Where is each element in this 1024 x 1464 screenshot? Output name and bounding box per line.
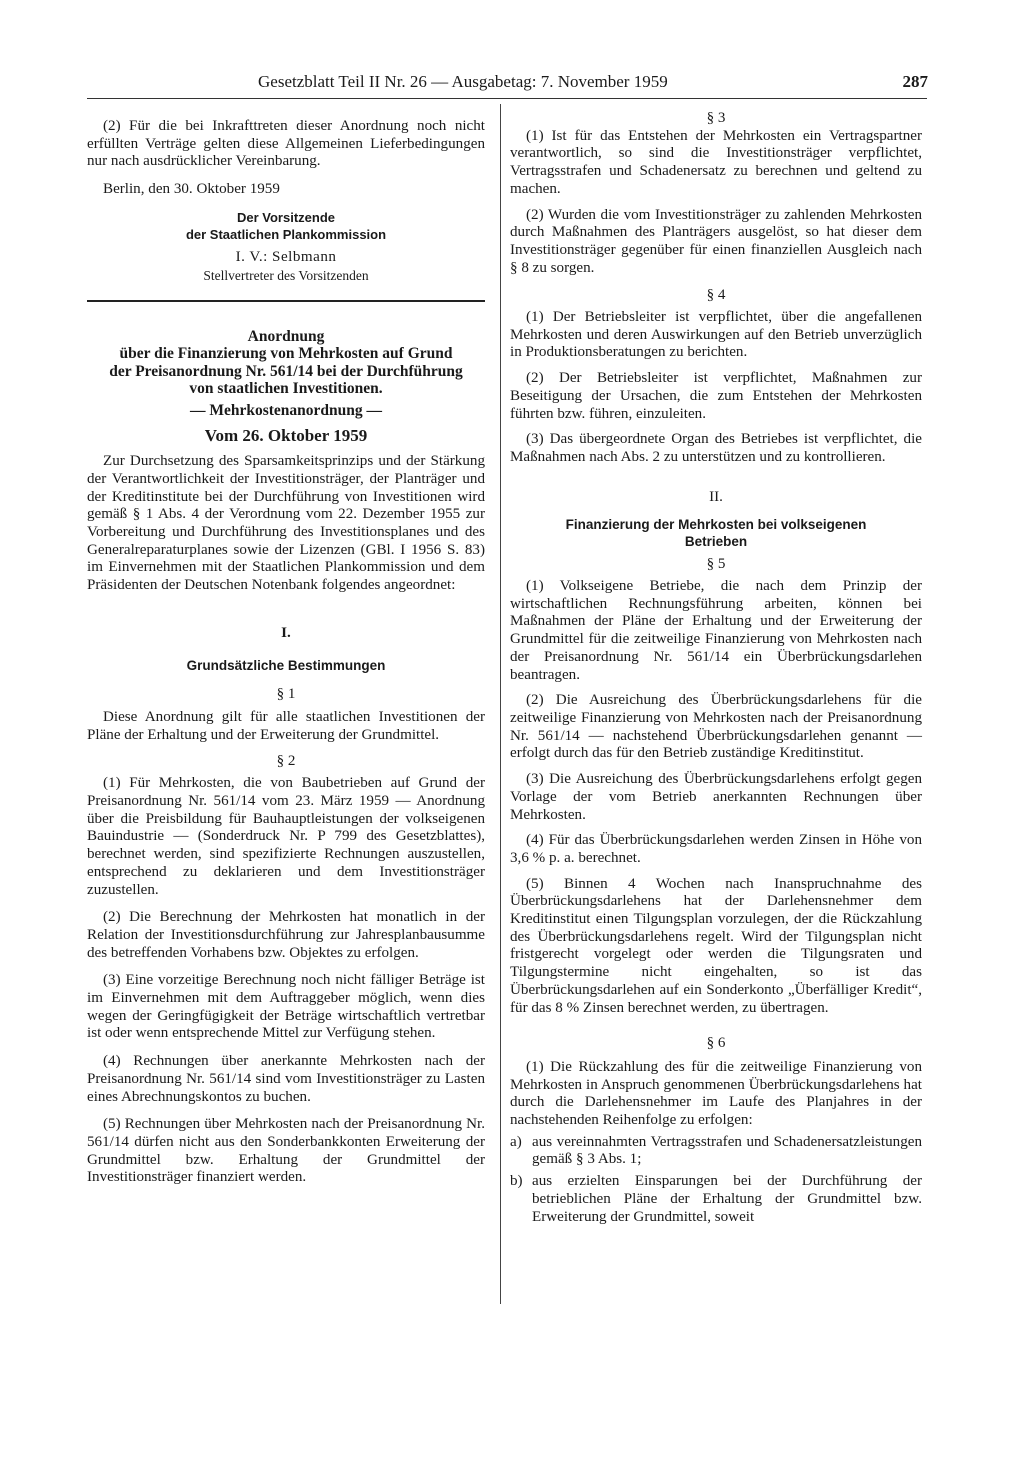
paragraph: (1) Volkseigene Betriebe, die nach dem Prinzip der wirtschaftlichen Rechnungsführung arbeiten, können bei Maßnahmen der Pläne der Erhaltung und der Erweiterung der Grundmittel für die zeitweilige Finanzierung von Mehrkosten nach der Preisanordnung Nr. 561/14 ein Überbrückungsdarlehen beantragen. [510, 578, 922, 683]
paragraph: (4) Für das Überbrückungsdarlehen werden Zinsen in Höhe von 3,6 % p. a. berechnet. [510, 832, 922, 866]
part-number: I. [281, 624, 291, 641]
column-divider [500, 104, 501, 1304]
list-text: aus erzielten Einsparungen bei der Durchführung der betrieblichen Pläne der Erhaltung der Grundmittel bzw. Erweiterung der Grundmittel, soweit [532, 1173, 922, 1225]
signature-name: I. V.: Selbmann [235, 248, 337, 265]
section-heading: § 1 [276, 685, 296, 702]
preamble: Zur Durchsetzung des Sparsamkeitsprinzips und der Stärkung der Verantwortlichkeit der Investitionsträger, der Planträger und der Kreditinstitute bei der Durchführung von Investitionen wird gemäß § 1 Abs. 4 der Verordnung vom 22. Dezember 1955 zur Vorbereitung und Durchführung des Investitionsplanes und des Generalreparaturplanes sowie der Lizenzen (GBl. I 1956 S. 83) im Einvernehmen mit der Staatlichen Plankommission und dem Präsidenten der Deutschen Notenbank folgendes angeordnet: [87, 453, 485, 594]
section-heading: § 6 [706, 1035, 726, 1052]
ordinance-title: der Preisanordnung Nr. 561/14 bei der Durchführung [109, 362, 463, 380]
header-rule [87, 98, 927, 99]
page-number: 287 [902, 72, 928, 91]
place-date: Berlin, den 30. Oktober 1959 [103, 181, 280, 198]
ordinance-title: über die Finanzierung von Mehrkosten auf Grund [119, 345, 453, 363]
section-heading: § 2 [276, 752, 296, 769]
section-heading: § 5 [706, 556, 726, 573]
paragraph: (5) Binnen 4 Wochen nach Inanspruchnahme des Überbrückungsdarlehens hat der Darlehensnehmer dem Kreditinstitut einen Tilgungsplan vorzulegen, der die Rückzahlung des Überbrückungsdarlehens regelt. Wird der Tilgungsplan nicht fristgerecht vorgelegt oder werden die Tilgungsraten und Tilgungstermine nicht eingehalten, so ist das Überbrückungsdarlehen auf ein Sonderkonto „Überfälliger Kredit“, für das 8 % Zinsen berechnet werden, zu übertragen. [510, 875, 922, 1016]
paragraph: (1) Für Mehrkosten, die von Baubetrieben auf Grund der Preisanordnung Nr. 561/14 vom 23. März 1959 — Anordnung über die Preisbildung für Bauhauptleistungen der volkseigenen Bauindustrie — (Sonderdruck Nr. P 799 des Gesetzblattes), berechnet werden, sind spezifizierte Rechnungen auszustellen, entsprechend zu deklarieren und dem Investitionsträger zuzustellen. [87, 775, 485, 898]
ordinance-title: von staatlichen Investitionen. [189, 380, 383, 398]
paragraph: (3) Die Ausreichung des Überbrückungsdarlehens erfolgt gegen Vorlage der vom Betrieb anerkannten Rechnungen über Mehrkosten. [510, 771, 922, 823]
section-heading: § 4 [706, 287, 726, 304]
paragraph: (3) Eine vorzeitige Berechnung noch nicht fälliger Beträge ist im Einvernehmen mit dem Auftraggeber möglich, wenn dies wegen der Geringfügigkeit der Beträge wirtschaftlich vertretbar ist oder wenn entsprechende Mittel zur Verfügung stehen. [87, 972, 485, 1042]
paragraph: (2) Für die bei Inkrafttreten dieser Anordnung noch nicht erfüllten Verträge gelten diese Allgemeinen Lieferbedingungen nur nach ausdrücklicher Vereinbarung. [87, 118, 485, 170]
paragraph: (3) Das übergeordnete Organ des Betriebes ist verpflichtet, die Maßnahmen nach Abs. 2 zu unterstützen und zu kontrollieren. [510, 431, 922, 465]
section-heading: § 3 [706, 110, 726, 126]
paragraph: (5) Rechnungen über Mehrkosten nach der Preisanordnung Nr. 561/14 dürfen nicht aus den Sonderbankkonten Erweiterung der Grundmittel bzw. Erhaltung der Grundmittel der Investitionsträger finanziert werden. [87, 1116, 485, 1186]
paragraph: (2) Die Ausreichung des Überbrückungsdarlehens für die zeitweilige Finanzierung von Mehrkosten nach der Preisanordnung Nr. 561/14 — nachstehend Überbrückungsdarlehen genannt — erfolgt durch das für den Betrieb zuständige Kreditinstitut. [510, 692, 922, 762]
right-column [510, 110, 922, 1226]
part-title: Betrieben [684, 534, 748, 550]
left-column [87, 110, 485, 1187]
paragraph: (1) Ist für das Entstehen der Mehrkosten ein Vertragspartner verantwortlich, so sind die Investitionsträger verpflichtet, Vertragsstrafen und Schadenersatz zu berechnen und geltend zu machen. [510, 127, 922, 197]
list-item [510, 1134, 922, 1169]
list-item [510, 1173, 922, 1226]
paragraph: (2) Der Betriebsleiter ist verpflichtet, Maßnahmen zur Beseitigung der Ursachen, die zum Entstehen der Mehrkosten führten bzw. führen, einzuleiten. [510, 370, 922, 422]
list-text: aus vereinnahmten Vertragsstrafen und Schadenersatzleistungen gemäß § 3 Abs. 1; [532, 1133, 922, 1168]
part-title: Finanzierung der Mehrkosten bei volkseigenen [565, 517, 867, 533]
ordinance-title: Anordnung [247, 327, 325, 345]
paragraph: (4) Rechnungen über anerkannte Mehrkosten nach der Preisanordnung Nr. 561/14 sind vom Investitionsträger zu Lasten eines Abrechnungskontos zu buchen. [87, 1053, 485, 1105]
ordinance-date: Vom 26. Oktober 1959 [204, 426, 368, 446]
part-title: Grundsätzliche Bestimmungen [186, 657, 386, 673]
short-title: — Mehrkostenanordnung — [189, 401, 383, 419]
signature-role: Stellvertreter des Vorsitzenden [203, 267, 369, 283]
paragraph: (1) Der Betriebsleiter ist verpflichtet, über die angefallenen Mehrkosten und deren Auswirkungen auf den Betrieb unverzüglich in Produktionsberatungen zu berichten. [510, 309, 922, 361]
part-number: II. [709, 488, 723, 505]
paragraph: (1) Die Rückzahlung des für die zeitweilige Finanzierung von Mehrkosten in Anspruch genommenen Überbrückungsdarlehens hat durch die Darlehensnehmer im Laufe des Planjahres in der nachstehenden Reihenfolge zu erfolgen: [510, 1058, 922, 1129]
running-title: Gesetzblatt Teil II Nr. 26 — Ausgabetag: 7. November 1959 [258, 72, 668, 91]
page-header [258, 72, 928, 98]
paragraph: (2) Wurden die vom Investitionsträger zu zahlenden Mehrkosten durch Maßnahmen des Planträgers ausgelöst, so hat dieser dem Investitionsträger gegenüber für einen finanziellen Ausgleich nach § 8 zu sorgen. [510, 206, 922, 276]
signature-org: der Staatlichen Plankommission [185, 226, 387, 242]
list-label: b) [510, 1173, 523, 1190]
list-label: a) [510, 1133, 522, 1150]
paragraph: (2) Die Berechnung der Mehrkosten hat monatlich in der Relation der Investitionsdurchführung zur Jahresplanbausumme des betreffenden Vorhabens bzw. Objektes zu erfolgen. [87, 909, 485, 961]
signature-org: Der Vorsitzende [236, 209, 335, 225]
paragraph: Diese Anordnung gilt für alle staatlichen Investitionen der Pläne der Erhaltung und der Erweiterung der Grundmittel. [87, 709, 485, 743]
